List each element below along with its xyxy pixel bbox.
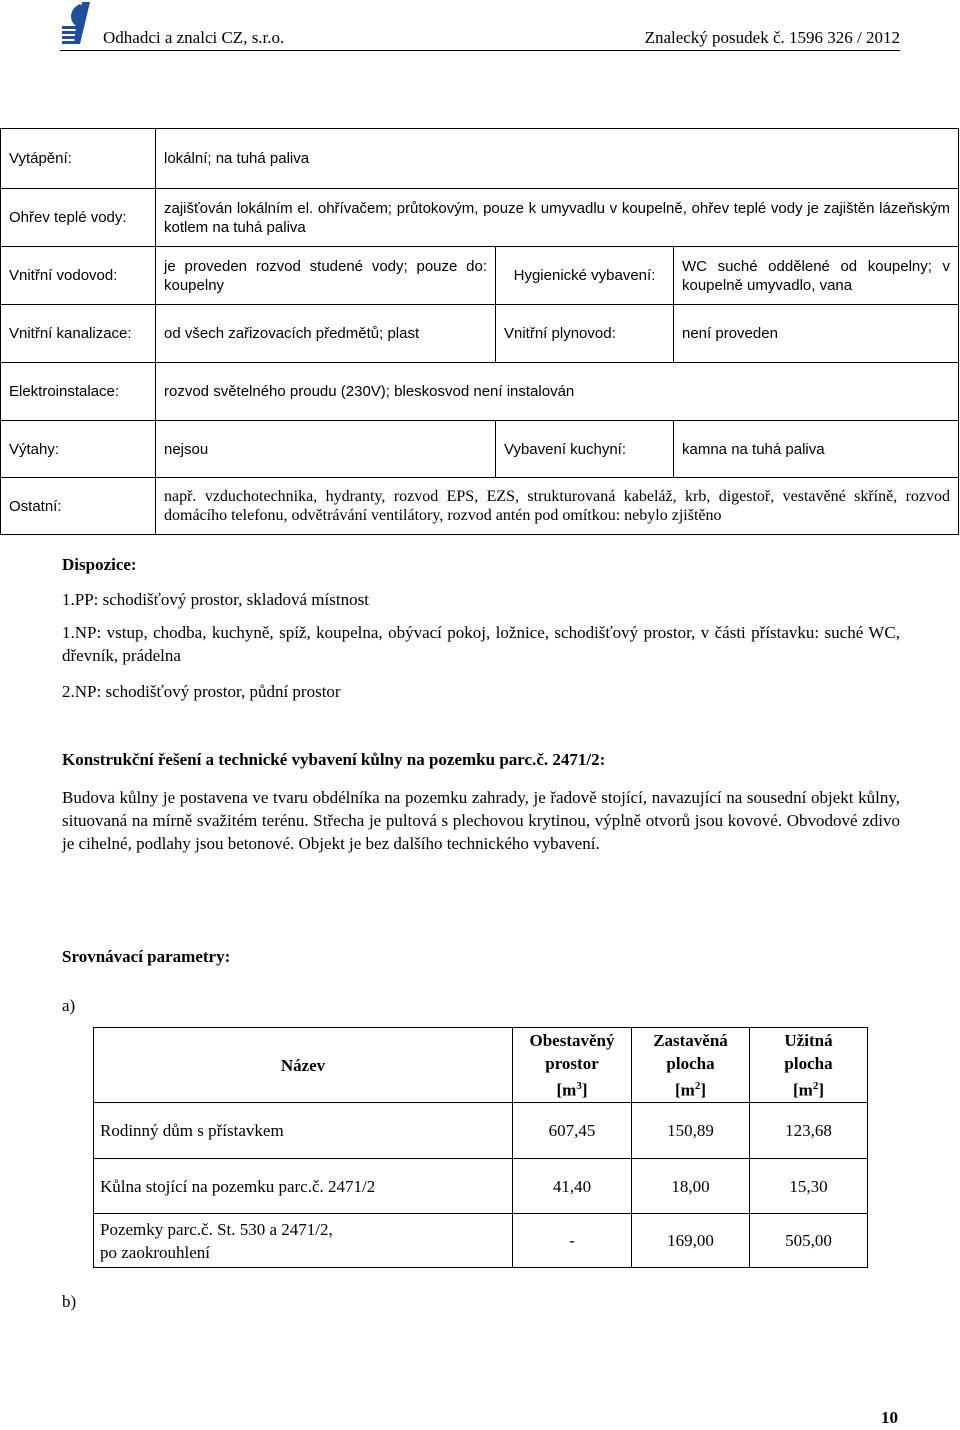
row-uzitna: 123,68 [750, 1103, 868, 1159]
col-zastavena: Zastavěná plocha $[m^2]$ [632, 1028, 750, 1103]
spec-value: od všech zařizovacích předmětů; plast [156, 305, 496, 363]
report-number: Znalecký posudek č. 1596 326 / 2012 [644, 28, 900, 47]
row-name: Kůlna stojící na pozemku parc.č. 2471/2 [94, 1159, 513, 1214]
kulna-heading: Konstrukční řešení a technické vybavení kůlny na pozemku parc.č. 2471/2: [62, 750, 606, 769]
spec-label: Ostatní: [1, 478, 156, 535]
comparison-table [93, 1027, 868, 1268]
company-name: Odhadci a znalci CZ, s.r.o. [103, 28, 285, 47]
row-obestaveny: - [513, 1214, 632, 1268]
company-logo [60, 0, 96, 44]
spec-value: je proveden rozvod studené vody; pouze do: koupelny [156, 247, 496, 305]
col-nazev: Název [94, 1028, 513, 1103]
spec-label: Vnitřní kanalizace: [1, 305, 156, 363]
table-row [1, 129, 959, 189]
row-zastavena: 169,00 [632, 1214, 750, 1268]
spec-value: např. vzduchotechnika, hydranty, rozvod EPS, EZS, strukturovaná kabeláž, krb, digestoř, vestavěné skříně, rozvod domácího telefonu, odvětrávání ventilátory, rozvod antén pod omítkou: nebylo zjištěno [156, 478, 959, 535]
page-number: 10 [881, 1408, 898, 1427]
table-row [1, 363, 959, 421]
spec-value: lokální; na tuhá paliva [156, 129, 959, 189]
table-row [94, 1159, 868, 1214]
dispozice-heading: Dispozice: [62, 555, 137, 574]
col-uzitna: Užitná plocha $[m^2]$ [750, 1028, 868, 1103]
table-row [1, 189, 959, 247]
label-a: a) [62, 996, 76, 1015]
table-row [1, 305, 959, 363]
row-zastavena: 150,89 [632, 1103, 750, 1159]
row-uzitna: 505,00 [750, 1214, 868, 1268]
table-row [94, 1103, 868, 1159]
kulna-text: Budova kůlny je postavena ve tvaru obdélníka na pozemku zahrady, je řadově stojící, navazující na sousední objekt kůlny, situovaná na mírně svažitém terénu. Střecha je pultová s plechovou krytinou, výplně otvorů jsou kovové. Obvodové zdivo je cihelné, podlahy jsou betonové. Objekt je bez dalšího technického vybavení. [62, 788, 900, 853]
table-row [1, 247, 959, 305]
srovnavaci-heading: Srovnávací parametry: [62, 947, 231, 966]
spec-label: Vnitřní plynovod: [496, 305, 674, 363]
spec-value: nejsou [156, 421, 496, 478]
col-obestaveny: Obestavěný prostor $[m^3]$ [513, 1028, 632, 1103]
table-row [1, 478, 959, 535]
row-uzitna: 15,30 [750, 1159, 868, 1214]
spec-label: Elektroinstalace: [1, 363, 156, 421]
spec-value: zajišťován lokálním el. ohřívačem; průtokovým, pouze k umyvadlu v koupelně, ohřev teplé vody je zajištěn lázeňským kotlem na tuhá paliva [156, 189, 959, 247]
spec-label: Vnitřní vodovod: [1, 247, 156, 305]
row-obestaveny: 41,40 [513, 1159, 632, 1214]
spec-value: WC suché oddělené od koupelny; v koupelně umyvadlo, vana [674, 247, 959, 305]
table-row [94, 1214, 868, 1268]
dispozice-pp: 1.PP: schodišťový prostor, skladová místnost [62, 590, 369, 609]
label-b: b) [62, 1292, 77, 1311]
spec-value: kamna na tuhá paliva [674, 421, 959, 478]
row-name: Pozemky parc.č. St. 530 a 2471/2, po zaokrouhlení [94, 1214, 513, 1268]
spec-value: rozvod světelného proudu (230V); bleskosvod není instalován [156, 363, 959, 421]
dispozice-np2: 2.NP: schodišťový prostor, půdní prostor [62, 682, 341, 701]
table-row [1, 421, 959, 478]
table-header-row [94, 1028, 868, 1103]
spec-table [0, 128, 959, 535]
row-name: Rodinný dům s přístavkem [94, 1103, 513, 1159]
dispozice-np1: 1.NP: vstup, chodba, kuchyně, spíž, koupelna, obývací pokoj, ložnice, schodišťový prostor, v části přístavku: suché WC, dřevník, prádelna [62, 623, 900, 665]
spec-label: Ohřev teplé vody: [1, 189, 156, 247]
header-rule [60, 50, 900, 51]
row-obestaveny: 607,45 [513, 1103, 632, 1159]
spec-label: Hygienické vybavení: [496, 247, 674, 305]
row-zastavena: 18,00 [632, 1159, 750, 1214]
spec-label: Vytápění: [1, 129, 156, 189]
spec-value: není proveden [674, 305, 959, 363]
spec-label: Výtahy: [1, 421, 156, 478]
spec-label: Vybavení kuchyní: [496, 421, 674, 478]
